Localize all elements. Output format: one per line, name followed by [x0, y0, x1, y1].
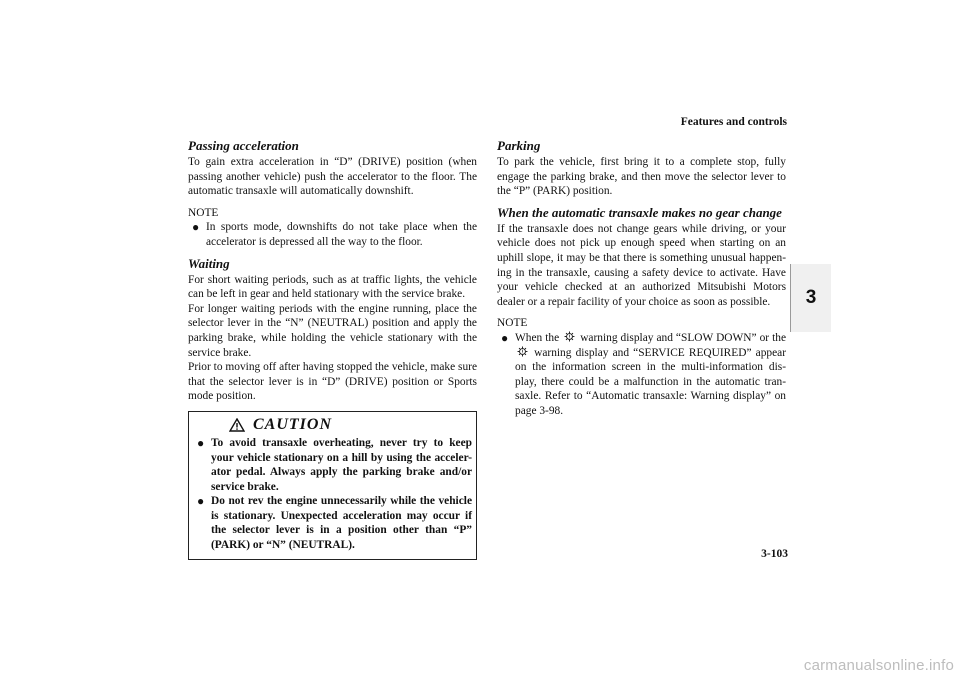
caution-title: CAUTION: [253, 415, 333, 433]
caution-text: To avoid transaxle overheating, never try to keep your vehicle stationary on a hill by using the acceler-ator pedal. Always apply the parking brake and/or service brake.: [211, 436, 472, 493]
gear-warning-icon: [517, 346, 528, 357]
heading-passing-acceleration: Passing acceleration: [188, 138, 299, 153]
section-header: Features and controls: [680, 116, 787, 128]
bullet-icon: ●: [197, 494, 205, 509]
right-column: [497, 138, 786, 419]
note-text-c: warning display and “SERVICE REQUIRED” appear on the information screen in the multi-information dis-play, there could be a malfunction in the automatic tran-saxle. Refer to “Automatic transaxle: Warning display” on page 3-98.: [515, 346, 786, 417]
note-item: [188, 220, 477, 249]
page-number: 3-103: [761, 548, 788, 560]
note-label: NOTE: [497, 317, 528, 330]
bullet-icon: ●: [192, 220, 200, 235]
paragraph-waiting-2: For longer waiting periods with the engine running, place the selector lever in the “N” (NEUTRAL) position and apply the parking brake, while holding the vehicle stationary with the service brake.: [188, 302, 477, 359]
heading-parking: Parking: [497, 138, 541, 153]
caution-item: [193, 494, 472, 552]
paragraph-parking: To park the vehicle, first bring it to a complete stop, fully engage the parking brake, and then move the selector lever to the “P” (PARK) position.: [497, 156, 786, 198]
note-text: In sports mode, downshifts do not take place when the accelerator is depressed all the way to the floor.: [206, 221, 477, 248]
paragraph-no-gear-change: If the transaxle does not change gears while driving, or your vehicle does not pick up enough speed when starting on an uphill slope, it may be that there is something unusual happen-ing in the transaxle, causing a safety device to activate. Have your vehicle checked at an authorized Mitsubishi Motors dealer or a repair facility of your choice as soon as possible.: [497, 222, 786, 308]
note-text-a: When the: [515, 331, 560, 344]
caution-box: [188, 411, 477, 560]
paragraph-waiting-3: Prior to moving off after having stopped the vehicle, make sure that the selector lever is in “D” (DRIVE) position or Sports mode position.: [188, 361, 477, 403]
gear-warning-icon: [564, 331, 575, 342]
bullet-icon: ●: [501, 330, 509, 345]
watermark: carmanualsonline.info: [803, 657, 954, 674]
left-column: [188, 138, 477, 560]
note-text-b: warning display and “SLOW DOWN” or the: [580, 331, 786, 344]
paragraph-passing: To gain extra acceleration in “D” (DRIVE) position (when passing another vehicle) push the accelerator to the floor. The automatic transaxle will automatically downshift.: [188, 156, 477, 198]
bullet-icon: ●: [197, 435, 205, 450]
chapter-tab-label: 3: [805, 287, 817, 308]
note-text: [515, 331, 786, 419]
heading-waiting: Waiting: [188, 255, 230, 271]
heading-no-gear-change: When the automatic transaxle makes no gear change: [497, 204, 782, 220]
caution-text: Do not rev the engine unnecessarily while the vehicle is stationary. Unexpected acceleration may occur if the selector lever is in a position other than “P” (PARK) or “N” (NEUTRAL).: [211, 495, 472, 552]
caution-item: [193, 436, 472, 494]
warning-triangle-icon: [229, 418, 245, 432]
note-item: [497, 331, 786, 419]
note-label: NOTE: [188, 206, 219, 219]
caution-header: [229, 416, 472, 434]
paragraph-waiting-1: For short waiting periods, such as at traffic lights, the vehicle can be left in gear and held stationary with the service brake.: [188, 273, 477, 301]
chapter-tab: [790, 264, 831, 332]
